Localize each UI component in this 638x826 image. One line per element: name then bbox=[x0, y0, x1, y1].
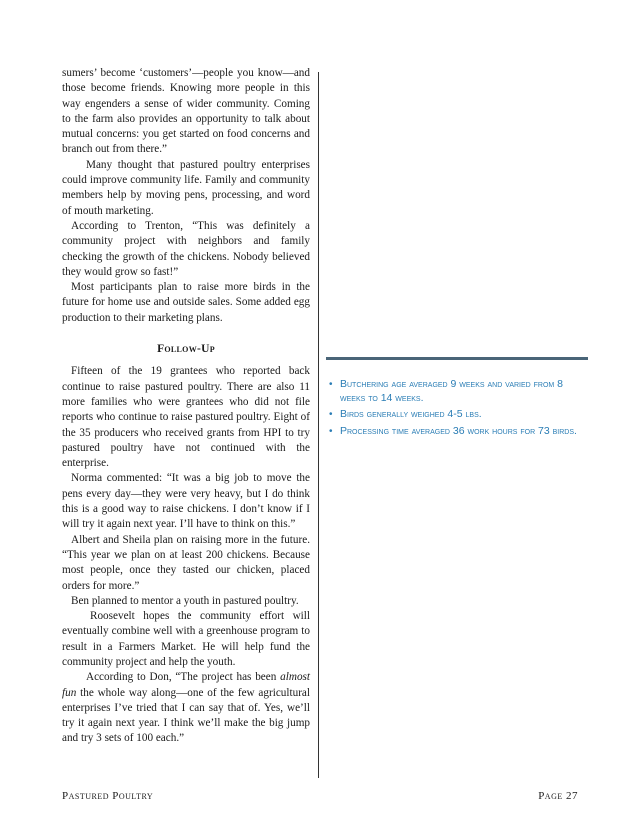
paragraph-albert-sheila: Albert and Sheila plan on raising more in the future. “This year we plan on at least 200 chickens. Because most people, once they tasted our chicken, placed orders for more.” bbox=[62, 533, 310, 592]
page-label: Page bbox=[538, 790, 563, 802]
don-quote-start: According to Don, “The project has been bbox=[86, 671, 281, 684]
paragraph-community-life: Many thought that pastured poultry enterprises could improve community life. Family and community members help by moving pens, processing, and word of mouth marketing. bbox=[62, 158, 310, 217]
paragraph-follow-up-stats: Fifteen of the 19 grantees who reported back continue to raise pastured poultry. There are also 11 more families who were grantees who did not file reports who continue to raise pastured poultry. Eight of the 35 producers who received grants from HPI to try pastured poultry have not continued with the enterprise. bbox=[62, 365, 310, 470]
sidebar-fact-processing-time bbox=[326, 425, 588, 439]
page-number: 27 bbox=[566, 790, 578, 802]
don-quote-emphasis: almost fun bbox=[62, 671, 310, 699]
footer-publication-title: Pastured Poultry bbox=[62, 790, 154, 802]
paragraph-norma-quote: Norma commented: “It was a big job to move the pens every day—they were very heavy, but I do think this is a good way to raise chickens. I don’t know if I will try it again next year. I’ll have to think on this.” bbox=[62, 472, 310, 531]
column-divider bbox=[318, 72, 319, 778]
paragraph-community-quote: sumers’ become ‘customers’—people you know—and those become friends. Knowing more people in this way engenders a sense of wider community. Coming to the farm also provides an opportunity to talk about mutual concerns: you get started on food concerns and branch out from there.” bbox=[62, 67, 310, 156]
section-heading-follow-up: Follow-Up bbox=[157, 343, 215, 356]
sidebar-fact-text: Processing time averaged 36 work hours for 73 birds. bbox=[340, 424, 577, 437]
bullet-icon: • bbox=[329, 425, 333, 437]
sidebar-fact-butchering-age bbox=[326, 378, 588, 405]
footer-page-number bbox=[538, 790, 578, 802]
bullet-icon: • bbox=[329, 409, 333, 420]
paragraph-roosevelt: Roosevelt hopes the community effort will eventually combine well with a greenhouse program to result in a Farmers Market. He will help fund the community project and help the youth. bbox=[62, 610, 310, 668]
don-quote-end: the whole way along—one of the few agricultural enterprises I’ve tried that I can say that of. Yes, we’ll try it again next year. I think we’ll make the big jump and try 3 sets of 100 each.” bbox=[62, 686, 310, 745]
paragraph-don-quote bbox=[62, 670, 310, 746]
sidebar-facts-list bbox=[326, 378, 588, 438]
paragraph-trenton-quote: According to Trenton, “This was definitely a community project with neighbors and family checking the growth of the chickens. Nobody believed they would grow so fast!” bbox=[62, 219, 310, 278]
bullet-icon: • bbox=[329, 379, 333, 390]
paragraph-future-plans: Most participants plan to raise more birds in the future for home use and outside sales. Some added egg production to their marketing plans. bbox=[62, 281, 310, 324]
sidebar-fact-text: Birds generally weighed 4-5 lbs. bbox=[340, 408, 482, 420]
sidebar-fact-weight bbox=[326, 408, 588, 422]
main-text-column bbox=[62, 66, 310, 747]
sidebar-facts-box bbox=[326, 357, 588, 441]
sidebar-fact-text: Butchering age averaged 9 weeks and varied from 8 weeks to 14 weeks. bbox=[340, 378, 564, 404]
paragraph-ben-mentor: Ben planned to mentor a youth in pastured poultry. bbox=[71, 594, 299, 607]
